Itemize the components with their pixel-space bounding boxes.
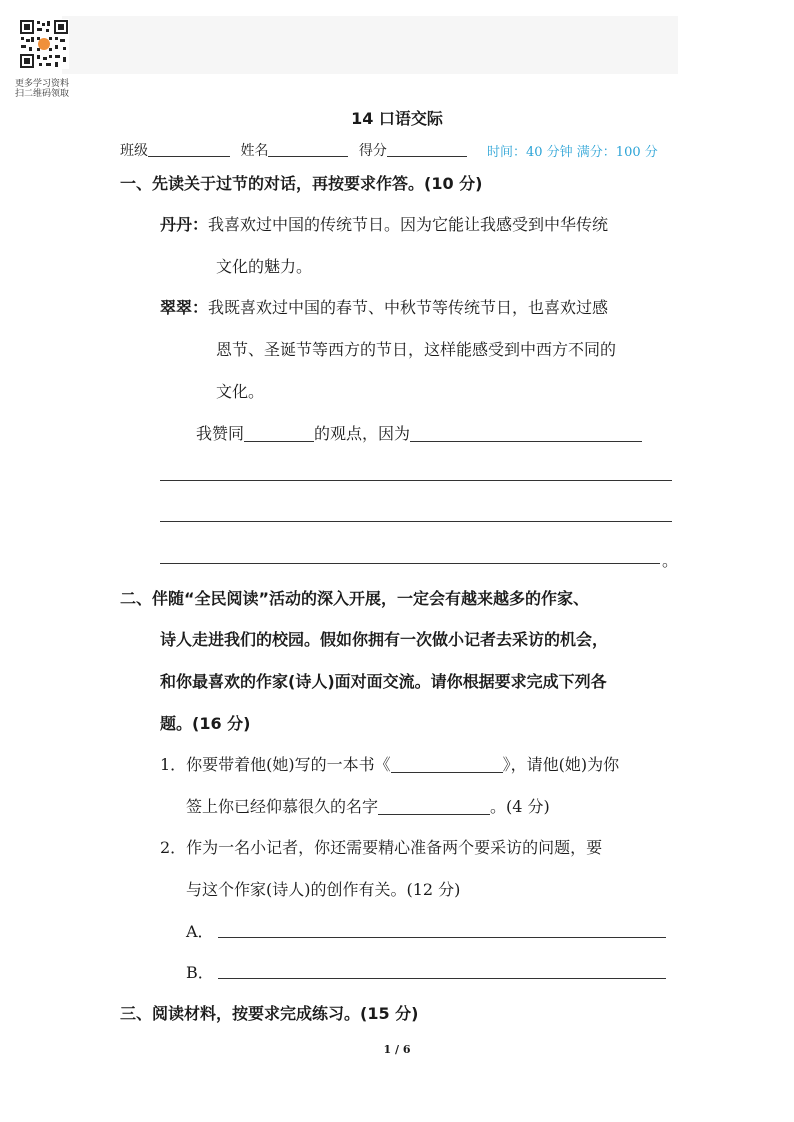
q2-line2: 与这个作家(诗人)的创作有关。(12 分) xyxy=(186,880,461,899)
reason-blank[interactable] xyxy=(410,425,642,442)
answer-line xyxy=(196,421,642,444)
dandan-line2: 文化的魅力。 xyxy=(216,257,313,276)
option-a-blank[interactable] xyxy=(218,937,666,938)
qr-code xyxy=(19,19,69,69)
agree-blank[interactable] xyxy=(244,425,314,442)
qr-caption xyxy=(15,79,69,99)
name-label: 姓名 xyxy=(240,143,269,159)
q2-line1: 2．作为一名小记者，你还需要精心准备两个要采访的问题，要 xyxy=(160,838,603,857)
score-label: 得分 xyxy=(358,143,387,159)
cuicui-line3: 文化。 xyxy=(216,382,265,401)
option-a-label: A． xyxy=(186,922,214,941)
section3-heading: 三、阅读材料，按要求完成练习。(15 分) xyxy=(120,1004,419,1023)
section2-heading-line2: 诗人走进我们的校园。假如你拥有一次做小记者去采访的机会， xyxy=(160,630,609,649)
section2-heading-line4: 题。(16 分) xyxy=(160,714,251,733)
cuicui-line1 xyxy=(160,295,608,318)
q1-text-b: 》，请他(她)为你 xyxy=(502,755,620,774)
q1-line1 xyxy=(160,752,619,775)
name-sign-blank[interactable] xyxy=(378,798,490,815)
answer-line-4[interactable] xyxy=(160,563,660,564)
answer-prefix: 我赞同 xyxy=(196,424,245,443)
dandan-line1 xyxy=(160,212,608,235)
cuicui-text1: 我既喜欢过中国的春节、中秋节等传统节日，也喜欢过感 xyxy=(208,298,609,317)
cuicui-speaker: 翠翠： xyxy=(160,298,209,317)
dandan-text1: 我喜欢过中国的传统节日。因为它能让我感受到中华传统 xyxy=(208,215,609,234)
class-label: 班级 xyxy=(120,143,148,159)
answer-line-2[interactable] xyxy=(160,480,672,481)
book-title-blank[interactable] xyxy=(391,756,503,773)
cuicui-line2: 恩节、圣诞节等西方的节日，这样能感受到中西方不同的 xyxy=(216,340,617,359)
page-title: 14 口语交际 xyxy=(351,109,443,128)
answer-middle: 的观点，因为 xyxy=(314,424,411,443)
section2-heading-line1: 二、伴随“全民阅读”活动的深入开展，一定会有越来越多的作家、 xyxy=(120,589,590,608)
exam-meta: 时间：40 分钟 满分：100 分 xyxy=(487,145,658,160)
header-band xyxy=(62,16,678,74)
answer-end-mark: 。 xyxy=(662,551,679,570)
answer-line-3[interactable] xyxy=(160,521,672,522)
q1-text-c: 签上你已经仰慕很久的名字 xyxy=(186,797,379,816)
q1-text-a: 1．你要带着他(她)写的一本书《 xyxy=(160,755,391,774)
q1-line2 xyxy=(186,794,550,817)
dandan-speaker: 丹丹： xyxy=(160,215,209,234)
page-number: 1 / 6 xyxy=(383,1043,411,1056)
qr-caption-line2: 扫二维码领取 xyxy=(15,89,70,99)
option-b-blank[interactable] xyxy=(218,978,666,979)
score-blank[interactable] xyxy=(387,142,467,157)
option-b-label: B． xyxy=(186,963,214,982)
class-blank[interactable] xyxy=(148,142,230,157)
section1-heading: 一、先读关于过节的对话，再按要求作答。(10 分) xyxy=(120,174,483,193)
qr-caption-line1: 更多学习资料 xyxy=(15,79,70,89)
name-blank[interactable] xyxy=(268,142,348,157)
q1-text-d: 。(4 分) xyxy=(490,797,550,816)
student-info-line xyxy=(120,140,467,160)
section2-heading-line3: 和你最喜欢的作家(诗人)面对面交流。请你根据要求完成下列各 xyxy=(160,672,607,691)
